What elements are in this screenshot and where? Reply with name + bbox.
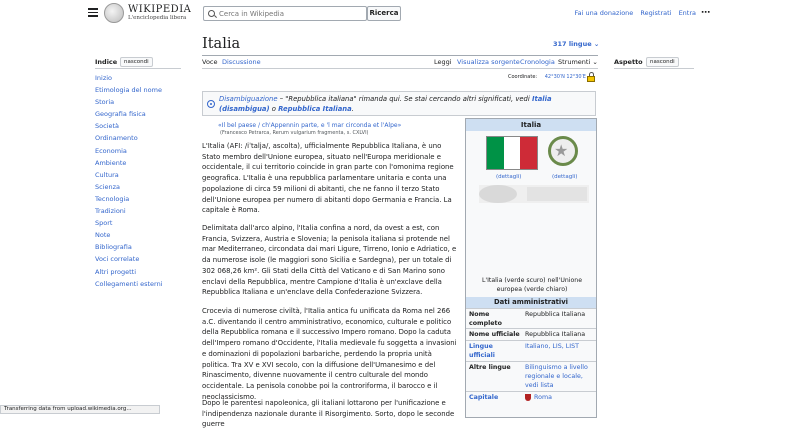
locator-map[interactable] — [479, 185, 589, 203]
logo-tagline: L'enciclopedia libera — [128, 15, 187, 21]
search-icon — [208, 10, 215, 17]
appearance-divider — [614, 68, 694, 69]
admin-data-header: Dati amministrativi — [466, 297, 596, 308]
flag-details-link[interactable]: (dettagli) — [496, 174, 522, 180]
language-count: 317 lingue — [553, 40, 592, 48]
toc-list — [95, 72, 163, 290]
appearance-title: Aspetto — [614, 58, 643, 66]
tools-label: Strumenti — [558, 58, 591, 66]
paragraph-intro: L'Italia (AFI: /iˈtalja/, ascolta), ufficialmente Repubblica Italiana, è uno Stato membro dell'Unione europea, situato nell'Europa meridionale e occidentale, il cui territorio coincide in gran parte con l'omonima regione geografica. L'Italia è una repubblica parlamentare unitaria e conta una popolazione di circa 59 milioni di abitanti, che ne fanno il terzo Stato dell'Unione europea per numero di abitanti dopo Germania e Francia. La capitale è Roma. — [202, 142, 454, 215]
more-options-icon[interactable]: ⋯ — [701, 8, 711, 18]
toc-item[interactable]: Cultura — [95, 170, 119, 179]
toc-item[interactable]: Collegamenti esterni — [95, 279, 163, 288]
tabs-divider — [202, 68, 598, 69]
tab-talk[interactable]: Discussione — [222, 58, 261, 66]
main-menu-icon[interactable] — [88, 8, 98, 17]
toc-hide-button[interactable]: nascondi — [120, 57, 153, 67]
coordinates-link[interactable]: 42°30′N 12°30′E — [544, 74, 586, 80]
disambiguation-link-italia[interactable]: Italia (disambigua) — [219, 95, 552, 113]
infobox-row — [466, 308, 596, 328]
infobox-key[interactable]: Lingue ufficiali — [469, 343, 495, 359]
disambiguation-link[interactable]: Disambiguazione — [219, 95, 278, 103]
page-title: Italia — [202, 36, 241, 52]
infobox — [465, 118, 597, 418]
title-divider — [202, 55, 598, 56]
infobox-row — [466, 340, 596, 361]
flag-image[interactable] — [486, 136, 538, 170]
personal-tools — [569, 9, 696, 17]
wikipedia-logo[interactable] — [104, 3, 124, 23]
capital-link[interactable]: Roma — [534, 394, 552, 401]
toc-item[interactable]: Bibliografia — [95, 243, 132, 252]
toc-item[interactable]: Scienza — [95, 182, 121, 191]
disambiguation-link-repubblica[interactable]: Repubblica Italiana — [278, 105, 352, 113]
tools-menu[interactable]: Strumenti ⌄ — [558, 58, 598, 66]
infobox-value: Repubblica Italiana — [525, 311, 586, 318]
toc-item[interactable]: Società — [95, 122, 120, 131]
status-bar: Transferring data from upload.wikimedia.org... — [0, 405, 160, 414]
infobox-key: Nome ufficiale — [469, 331, 520, 338]
disambiguation-notice — [202, 91, 596, 116]
appearance-hide-button[interactable]: nascondi — [646, 57, 679, 67]
toc-item[interactable]: Economia — [95, 146, 127, 155]
infobox-row — [466, 391, 596, 405]
tab-article[interactable]: Voce — [202, 58, 218, 69]
disambiguation-icon — [207, 100, 215, 108]
epigraph-quote: «Il bel paese / ch'Appennin parte, e 'l mar circonda et l'Alpe» — [218, 122, 402, 129]
toc-item[interactable]: Altri progetti — [95, 267, 137, 276]
toc-item[interactable]: Sport — [95, 219, 113, 228]
toc-item[interactable]: Note — [95, 231, 111, 240]
epigraph-source: (Francesco Petrarca, Rerum vulgarium fragmenta, s. CXLVI) — [220, 130, 369, 136]
paragraph-risorgimento: Dopo le parentesi napoleonica, gli italiani lottarono per l'unificazione e l'indipendenza nazionale durante il Risorgimento. Sorto, dopo le seconde guerre — [202, 399, 455, 429]
tab-view-source[interactable]: Visualizza sorgente — [457, 58, 520, 66]
toc-item[interactable]: Geografia fisica — [95, 110, 146, 119]
infobox-value: Repubblica Italiana — [525, 331, 586, 338]
infobox-key[interactable]: Capitale — [469, 394, 499, 401]
emblem-image[interactable]: ★ — [546, 134, 580, 172]
infobox-value[interactable]: Italiano, LIS, LIST — [525, 343, 579, 350]
donate-link[interactable]: Fai una donazione — [574, 9, 634, 17]
toc-item[interactable]: Etimologia del nome — [95, 86, 162, 95]
logo-title[interactable]: WIKIPEDIA — [128, 4, 192, 15]
map-caption: L'Italia (verde scuro) nell'Unione europea (verde chiaro) — [481, 277, 583, 293]
infobox-value[interactable]: Bilinguismo a livello regionale e locale, vedi lista — [525, 364, 588, 389]
lock-icon[interactable] — [587, 72, 595, 83]
toc-item[interactable]: Inizio — [95, 74, 113, 82]
paragraph-geography: Delimitata dall'arco alpino, l'Italia confina a nord, da ovest a est, con Francia, Svizzera, Austria e Slovenia; la penisola italiana si protende nel mar Mediterraneo, circondata dai mari Ligure, Tirreno, Ionio e Adriatico, e da numerose isole (le maggiori sono Sicilia e Sardegna), per un totale di 302 068,26 km². Gli Stati della Città del Vaticano e di San Marino sono enclavi della Repubblica, mentre Campione d'Italia è un'exclave della Repubblica Italiana e un'enclave della Confederazione Svizzera. — [202, 224, 457, 297]
language-button[interactable]: 317 lingue ⌄ — [553, 40, 600, 48]
tab-read[interactable]: Leggi — [434, 58, 452, 69]
coordinates — [508, 74, 586, 80]
coat-of-arms-icon — [525, 394, 531, 401]
tab-history[interactable]: Cronologia — [520, 58, 555, 66]
toc-item[interactable]: Ambiente — [95, 158, 127, 167]
search-button[interactable]: Ricerca — [367, 6, 401, 21]
toc-header — [95, 58, 117, 66]
toc-item[interactable]: Voci correlate — [95, 255, 140, 264]
search-input[interactable] — [219, 8, 364, 20]
toc-item[interactable]: Tecnologia — [95, 194, 130, 203]
toc-title: Indice — [95, 58, 118, 66]
toc-item[interactable]: Storia — [95, 98, 115, 107]
infobox-value — [525, 393, 595, 402]
infobox-row — [466, 328, 596, 340]
toc-item[interactable]: Ordinamento — [95, 134, 138, 143]
infobox-key: Altre lingue — [469, 364, 511, 371]
infobox-row — [466, 361, 596, 391]
register-link[interactable]: Registrati — [640, 9, 672, 17]
infobox-title: Italia — [466, 119, 596, 131]
toc-item[interactable]: Tradizioni — [95, 207, 126, 216]
emblem-details-link[interactable]: (dettagli) — [552, 174, 578, 180]
login-link[interactable]: Entra — [678, 9, 696, 17]
infobox-key: Nome completo — [469, 311, 502, 327]
disambiguation-text: Disambiguazione – "Repubblica italiana" rimanda qui. Se stai cercando altri significati, vedi Italia (disambigua) o Repubblica Italiana. — [219, 95, 552, 113]
paragraph-history: Crocevia di numerose civiltà, l'Italia antica fu unificata da Roma nel 266 a.C. diventando il centro amministrativo, economico, culturale e politico della Repubblica romana e il successivo Impero romano. Dopo la caduta dell'Impero romano d'Occidente, l'Italia medievale fu soggetta a invasioni e dominazioni di popolazioni barbariche, perdendo la propria unità politica. Tra XV e XVI secolo, con la diffusione dell'Umanesimo e del Rinascimento, divenne nuovamente il centro culturale del mondo occidentale. La penisola conobbe poi la controriforma, il barocco e il neoclassicismo. — [202, 307, 457, 401]
search-box[interactable] — [203, 6, 367, 21]
coordinates-label: Coordinate: — [508, 74, 538, 80]
toc-divider — [95, 68, 181, 69]
